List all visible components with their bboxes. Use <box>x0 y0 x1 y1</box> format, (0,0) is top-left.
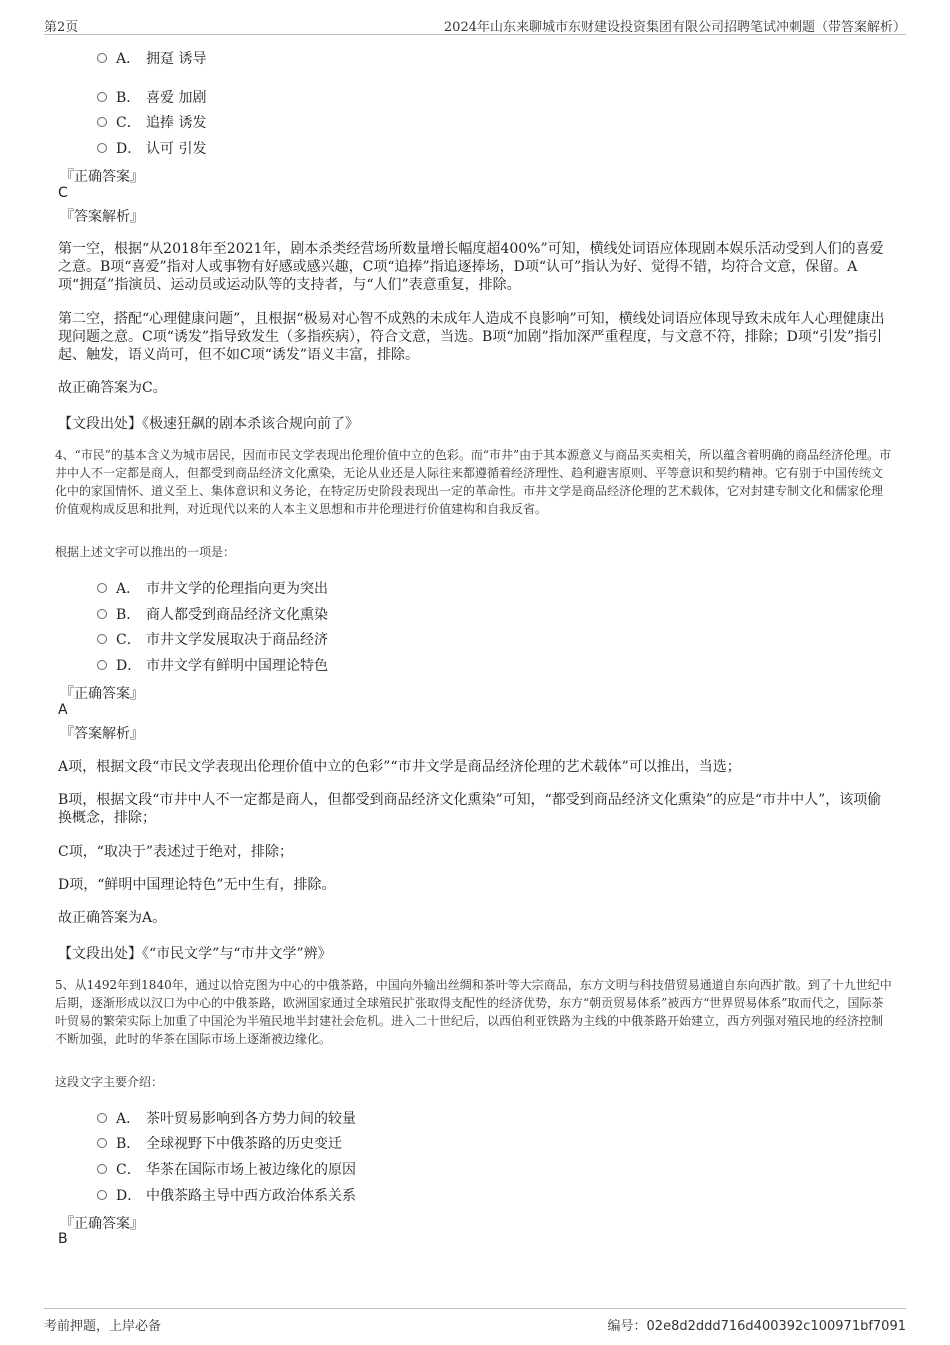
footer-slogan: 考前押题，上岸必备 <box>44 1319 162 1334</box>
radio-icon[interactable] <box>97 1190 107 1200</box>
radio-icon[interactable] <box>97 1164 107 1174</box>
radio-icon[interactable] <box>97 117 107 127</box>
page-number: 第2页 <box>44 20 79 35</box>
q4-analysis-paragraph: C项，“取决于”表述过于绝对，排除； <box>58 844 294 860</box>
radio-icon[interactable] <box>97 1138 107 1148</box>
q3-option-b[interactable]: B． 喜爱 加剧 <box>97 87 206 107</box>
q3-answer: C <box>58 185 68 201</box>
q4-answer-label: 『正确答案』 <box>60 686 144 702</box>
radio-icon[interactable] <box>97 143 107 153</box>
q3-analysis-conclusion: 故正确答案为C。 <box>58 380 167 396</box>
radio-icon[interactable] <box>97 634 107 644</box>
radio-icon[interactable] <box>97 583 107 593</box>
q4-analysis-conclusion: 故正确答案为A。 <box>58 910 167 926</box>
document-code-label: 编号： <box>607 1319 647 1334</box>
q3-source: 【文段出处】《极速狂飙的剧本杀该合规向前了》 <box>58 416 359 432</box>
q3-option-d[interactable]: D． 认可 引发 <box>97 138 206 158</box>
q4-analysis-paragraph: A项，根据文段“市民文学表现出伦理价值中立的色彩”“市井文学是商品经济伦理的艺术载体”可以推出，当选； <box>58 759 741 775</box>
radio-icon[interactable] <box>97 1113 107 1123</box>
radio-icon[interactable] <box>97 660 107 670</box>
q3-analysis-paragraph: 第一空，根据“从2018年至2021年，剧本杀类经营场所数量增长幅度超400%”可知，横线处词语应体现剧本娱乐活动受到人们的喜爱之意。B项“喜爱”指对人或事物有好感或感兴趣，C项“追捧”指追逐捧场，D项“认可”指认为好、觉得不错，均符合文意，保留。A项“拥趸”指演员、运动员或运动队等的支持者，与“人们”表意重复，排除。 <box>58 241 884 293</box>
q4-analysis-label: 『答案解析』 <box>60 726 144 742</box>
q5-passage: 5、从1492年到1840年，通过以恰克图为中心的中俄茶路，中国向外输出丝绸和茶叶等大宗商品，东方文明与科技借贸易通道自东向西扩散。到了十九世纪中后期，逐渐形成以汉口为中心的中俄茶路，欧洲国家通过全球殖民扩张取得支配性的经济优势，东方“朝贡贸易体系”被西方“世界贸易体系”取而代之，国际茶叶贸易的繁荣实际上加重了中国沦为半殖民地半封建社会危机。进入二十世纪后，以西伯利亚铁路为主线的中俄茶路开始建立，西方列强对殖民地的经济控制不断加强，此时的华茶在国际市场上逐渐被边缘化。 <box>55 978 892 1046</box>
document-code-value: 02e8d2ddd716d400392c100971bf7091 <box>646 1319 906 1334</box>
q4-passage: 4、“市民”的基本含义为城市居民，因而市民文学表现出伦理价值中立的色彩。而“市井”由于其本源意义与商品买卖相关，所以蕴含着明确的商品经济伦理。市井中人不一定都是商人，但都受到商品经济文化熏染，无论从业还是人际往来都遵循着经济理性、趋利避害原则、平等意识和契约精神。它有别于中国传统文化中的家国情怀、道义至上、集体意识和义务论，在特定历史阶段表现出一定的革命性。市井文学是商品经济伦理的艺术载体，它对封建专制文化和儒家伦理价值观构成反思和批判，对近现代以来的人本主义思想和市井伦理进行价值建构和自我反省。 <box>55 448 892 516</box>
radio-icon[interactable] <box>97 53 107 63</box>
q4-answer: A <box>58 702 68 718</box>
q3-analysis-label: 『答案解析』 <box>60 209 144 225</box>
q4-analysis-paragraph: B项，根据文段“市井中人不一定都是商人，但都受到商品经济文化熏染”可知，“都受到商品经济文化熏染”的应是“市井中人”，该项偷换概念，排除； <box>58 792 882 826</box>
page-footer <box>44 1308 906 1333</box>
q3-answer-label: 『正确答案』 <box>60 169 144 185</box>
q4-prompt: 根据上述文字可以推出的一项是： <box>55 545 236 559</box>
q5-prompt: 这段文字主要介绍： <box>55 1075 164 1089</box>
radio-icon[interactable] <box>97 92 107 102</box>
page-header <box>44 14 906 35</box>
q3-option-c[interactable]: C． 追捧 诱发 <box>97 112 206 132</box>
q3-option-a[interactable]: A． 拥趸 诱导 <box>97 48 206 68</box>
q4-option-c[interactable]: C． 市井文学发展取决于商品经济 <box>97 629 328 649</box>
document-code <box>608 1315 906 1334</box>
q3-analysis-paragraph: 第二空，搭配“心理健康问题”，且根据“极易对心智不成熟的未成年人造成不良影响”可知，横线处词语应体现导致未成年人心理健康出现问题之意。C项“诱发”指导致发生（多指疾病），符合文意，当选。B项“加剧”指加深严重程度，与文意不符，排除；D项“引发”指引起、触发，语义尚可，但不如C项“诱发”语义丰富，排除。 <box>58 311 885 363</box>
radio-icon[interactable] <box>97 609 107 619</box>
q4-analysis-paragraph: D项，“鲜明中国理论特色”无中生有，排除。 <box>58 877 336 893</box>
q5-option-d[interactable]: D． 中俄茶路主导中西方政治体系关系 <box>97 1185 356 1205</box>
q4-source: 【文段出处】《“市民文学”与“市井文学”辨》 <box>58 946 332 962</box>
q4-option-d[interactable]: D． 市井文学有鲜明中国理论特色 <box>97 655 328 675</box>
q5-option-c[interactable]: C． 华茶在国际市场上被边缘化的原因 <box>97 1159 356 1179</box>
q5-answer: B <box>58 1231 68 1247</box>
document-title: 2024年山东来聊城市东财建设投资集团有限公司招聘笔试冲刺题（带答案解析） <box>443 20 906 35</box>
q5-answer-label: 『正确答案』 <box>60 1216 144 1232</box>
q5-option-b[interactable]: B． 全球视野下中俄茶路的历史变迁 <box>97 1133 342 1153</box>
q4-option-a[interactable]: A． 市井文学的伦理指向更为突出 <box>97 578 328 598</box>
q5-option-a[interactable]: A． 茶叶贸易影响到各方势力间的较量 <box>97 1108 356 1128</box>
q4-option-b[interactable]: B． 商人都受到商品经济文化熏染 <box>97 604 328 624</box>
